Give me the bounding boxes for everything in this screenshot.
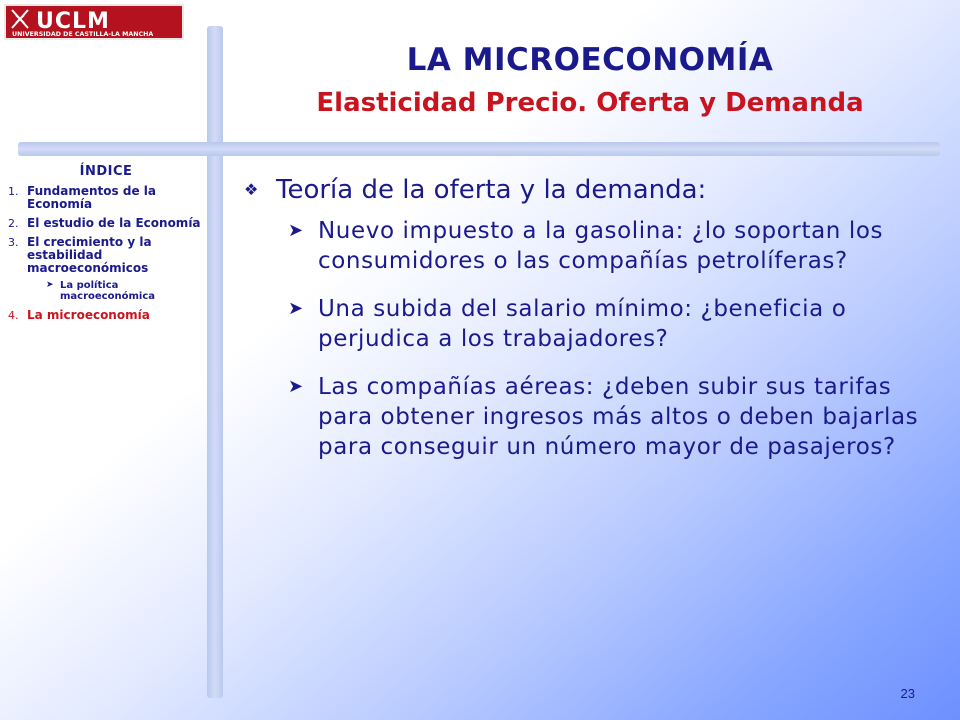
question-text: Las compañías aéreas: ¿deben subir sus tarifas para obtener ingresos más altos o deben bajarlas para conseguir un número mayor de pasajeros? <box>318 374 919 460</box>
index-subitem-label: La política macroeconómica <box>60 280 155 302</box>
svg-text:UNIVERSIDAD DE CASTILLA-LA MAN: UNIVERSIDAD DE CASTILLA-LA MANCHA <box>12 31 154 38</box>
sidebar-index <box>8 164 204 328</box>
index-item-number: 3. <box>8 236 19 249</box>
index-item-number: 1. <box>8 185 19 198</box>
index-item-2[interactable] <box>8 217 204 230</box>
page-number: 23 <box>900 686 915 701</box>
university-logo <box>4 4 184 40</box>
index-item-number: 2. <box>8 217 19 230</box>
index-item-label: El crecimiento y la estabilidad macroeconómicos <box>27 235 152 275</box>
content-heading-text: Teoría de la oferta y la demanda: <box>276 175 707 205</box>
index-item-label: La microeconomía <box>27 308 150 322</box>
arrow-bullet-icon: ➤ <box>46 280 54 290</box>
index-item-number: 4. <box>8 309 19 322</box>
diamond-bullet-icon: ❖ <box>244 180 259 199</box>
question-item <box>288 216 934 276</box>
arrow-bullet-icon: ➤ <box>288 298 304 319</box>
arrow-bullet-icon: ➤ <box>288 376 304 397</box>
index-item-3[interactable] <box>8 236 204 275</box>
slide-title: LA MICROECONOMÍA <box>406 42 774 78</box>
index-item-4-active[interactable] <box>8 309 204 322</box>
index-subitem[interactable] <box>46 280 204 302</box>
index-item-label: Fundamentos de la Economía <box>27 184 156 211</box>
arrow-bullet-icon: ➤ <box>288 220 304 241</box>
content-heading <box>244 172 934 208</box>
question-item <box>288 372 934 462</box>
question-item <box>288 294 934 354</box>
svg-text:UCLM: UCLM <box>36 9 110 34</box>
slide-subtitle: Elasticidad Precio. Oferta y Demanda <box>316 88 864 118</box>
vertical-divider-bar <box>207 26 223 698</box>
horizontal-divider-bar <box>18 142 940 156</box>
question-text: Una subida del salario mínimo: ¿beneficia o perjudica a los trabajadores? <box>318 296 847 352</box>
main-content <box>244 172 934 480</box>
index-heading: ÍNDICE <box>79 164 133 179</box>
question-text: Nuevo impuesto a la gasolina: ¿lo soportan los consumidores o las compañías petrolíferas? <box>318 218 884 274</box>
index-item-1[interactable] <box>8 185 204 211</box>
index-item-label: El estudio de la Economía <box>27 216 201 230</box>
